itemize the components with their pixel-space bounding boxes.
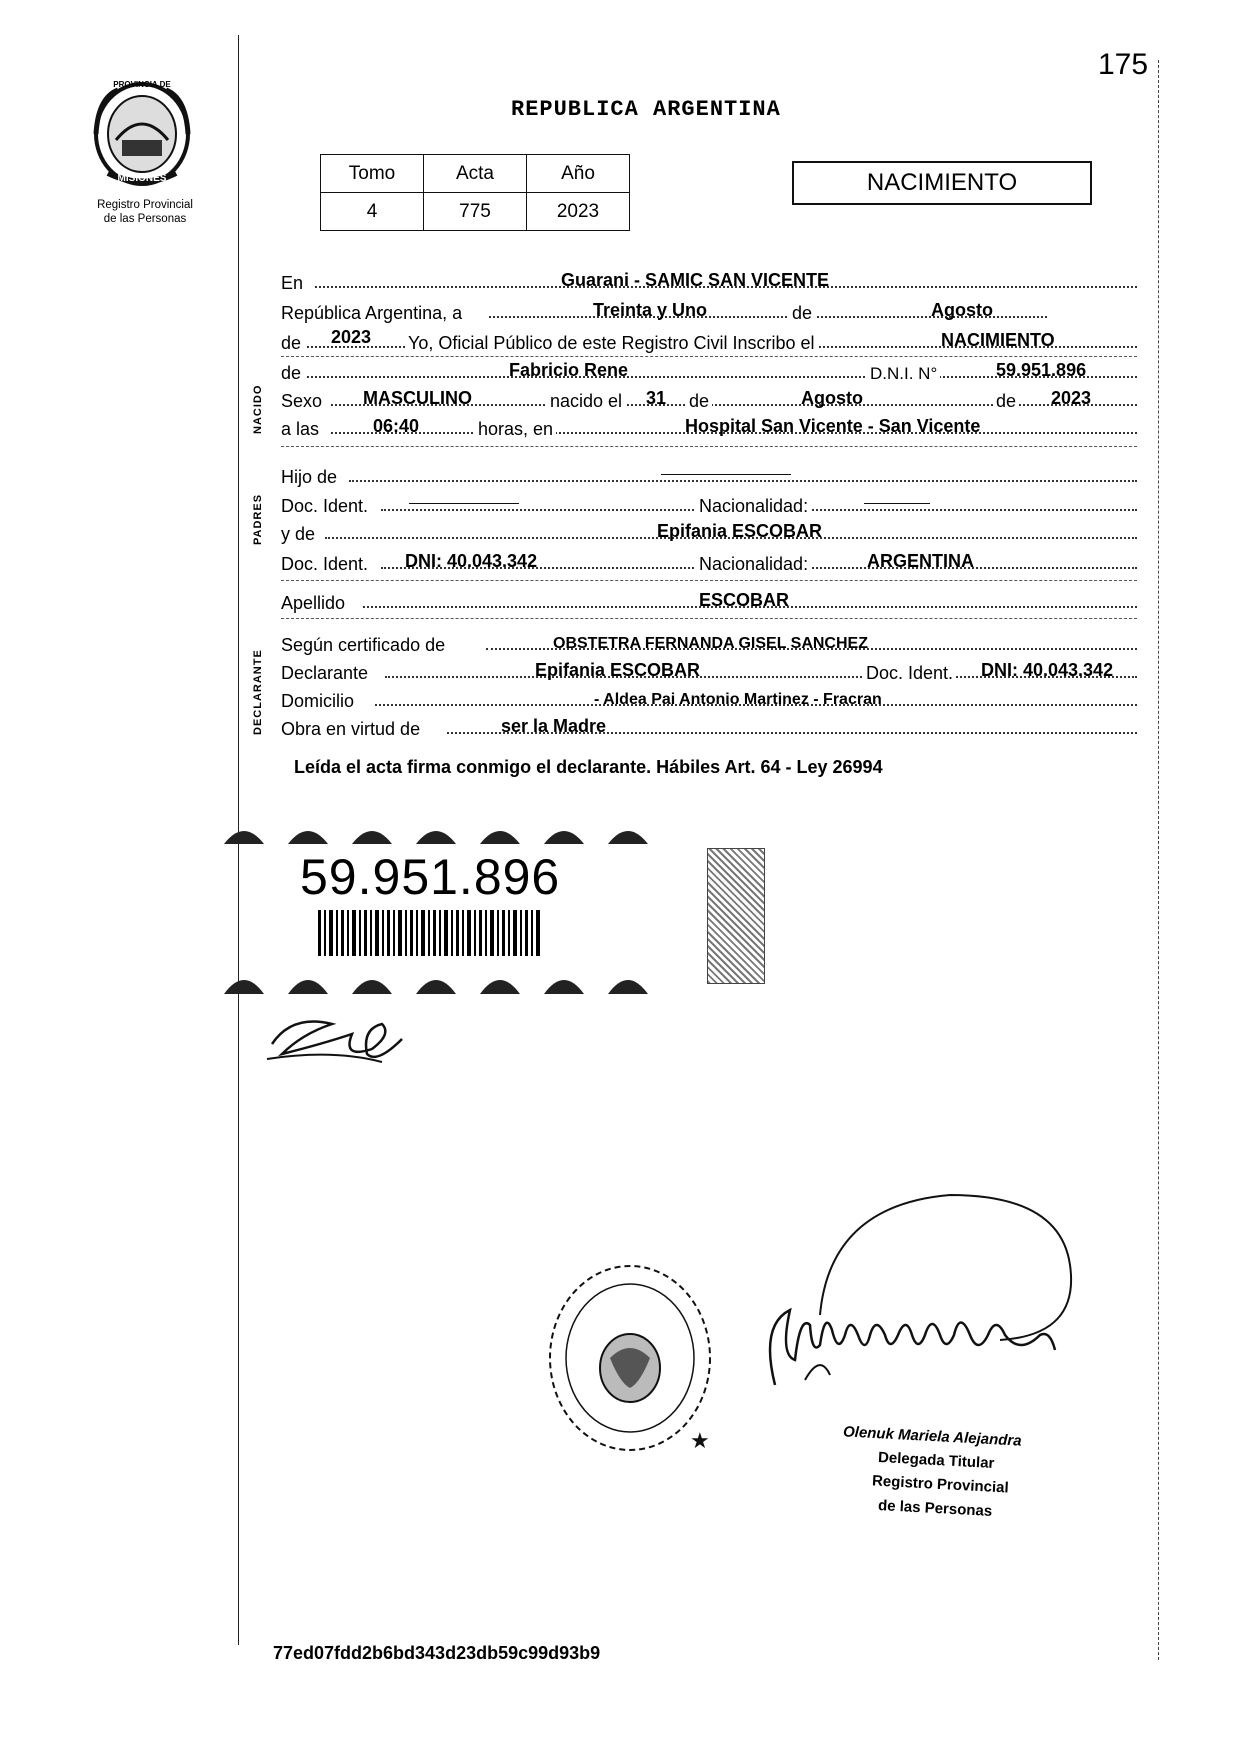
label-de-1: de (789, 303, 815, 324)
value-declarant: Epifania ESCOBAR (535, 660, 701, 680)
row-capacity (281, 714, 1137, 740)
label-nacionalidad-2: Nacionalidad: (696, 554, 811, 575)
row-address (281, 686, 1137, 712)
value-place: Guarani - SAMIC SAN VICENTE (561, 270, 830, 290)
document-hash: 77ed07fdd2b6bd343d23db59c99d93b9 (273, 1643, 601, 1663)
office-line-1: Registro Provincial (97, 199, 193, 211)
label-doc-ident-2: Doc. Ident. (281, 554, 369, 574)
col-tomo-header: Tomo (321, 155, 424, 193)
row-place (281, 268, 1137, 294)
label-horas-en: horas, en (475, 419, 556, 440)
row-father-doc (281, 491, 1137, 517)
sticker-pattern-bottom (224, 966, 666, 994)
row-date-words (281, 298, 1137, 324)
redacted-father-mark (661, 474, 791, 475)
row-certificate (281, 630, 1137, 656)
row-father (281, 462, 1137, 488)
col-acta-header: Acta (424, 155, 527, 193)
label-obra: Obra en virtud de (281, 719, 421, 739)
label-de-2: de (281, 333, 302, 353)
barcode (318, 910, 540, 956)
initials-signature-icon (262, 1004, 412, 1079)
value-act-kind: NACIMIENTO (941, 330, 1055, 350)
closing-statement: Leída el acta firma conmigo el declarante. Hábiles Art. 64 - Ley 26994 (294, 757, 883, 777)
office-name (70, 198, 220, 226)
label-yo: Yo, Oficial Público de este Registro Civil Inscribo el (405, 333, 818, 354)
right-margin-line (1158, 60, 1159, 1660)
label-dni-no: D.N.I. N° (867, 364, 940, 384)
value-mother: Epifania ESCOBAR (657, 521, 823, 541)
official-signature-icon (720, 1185, 1100, 1420)
side-label-declarante: DECLARANTE (252, 649, 264, 735)
document-title: REPUBLICA ARGENTINA (511, 97, 781, 122)
value-birth-place: Hospital San Vicente - San Vicente (685, 416, 981, 436)
value-dni: 59.951.896 (996, 360, 1087, 380)
svg-text:★: ★ (690, 1428, 710, 1453)
sticker-pattern-top (224, 818, 666, 844)
act-type-box: NACIMIENTO (792, 161, 1092, 205)
label-nacido-el: nacido el (547, 391, 625, 412)
label-doc-ident-3: Doc. Ident. (863, 663, 956, 684)
hologram-icon (707, 848, 765, 984)
col-anio-header: Año (527, 155, 630, 193)
label-de-3: de (281, 363, 302, 383)
redacted-father-nat-mark (864, 503, 930, 504)
row-sex-date (281, 386, 1137, 412)
label-segun: Según certificado de (281, 635, 446, 655)
label-de-5: de (993, 391, 1019, 412)
row-declarant (281, 658, 1137, 684)
page-number: 175 (1098, 48, 1149, 81)
value-day: 31 (646, 388, 667, 408)
row-name (281, 358, 1137, 384)
value-capacity: ser la Madre (501, 716, 607, 736)
official-seal-stamp-icon (540, 1258, 720, 1463)
value-day-words: Treinta y Uno (593, 300, 708, 320)
registry-table (320, 154, 630, 231)
value-month-words: Agosto (931, 300, 993, 320)
value-certificate: OBSTETRA FERNANDA GISEL SANCHEZ (553, 635, 868, 652)
side-label-nacido: NACIDO (252, 384, 264, 434)
crest-text-top: PROVINCIA DE (113, 80, 171, 89)
value-child-name: Fabricio Rene (509, 360, 629, 380)
label-sexo: Sexo (281, 391, 323, 411)
row-mother (281, 519, 1137, 545)
value-mother-doc: DNI: 40.043.342 (405, 551, 538, 571)
signatory-office-2: de las Personas (877, 1497, 993, 1520)
value-year-act: 2023 (331, 327, 372, 347)
acta-value: 775 (424, 193, 527, 231)
signatory-name: Olenuk Mariela Alejandra (842, 1423, 1023, 1450)
side-label-padres: PADRES (252, 493, 264, 545)
value-address: - Aldea Pai Antonio Martinez - Fracran (594, 691, 882, 708)
label-nacionalidad-1: Nacionalidad: (696, 496, 811, 517)
label-de-4: de (686, 391, 712, 412)
label-declarante: Declarante (281, 663, 369, 683)
signatory-office-1: Registro Provincial (871, 1472, 1010, 1497)
value-year: 2023 (1051, 388, 1092, 408)
label-hijo-de: Hijo de (281, 467, 338, 487)
signatory-role: Delegada Titular (877, 1448, 995, 1473)
office-line-2: de las Personas (103, 213, 187, 225)
label-en: En (281, 273, 304, 293)
label-a-las: a las (281, 419, 320, 439)
label-republica: República Argentina, a (281, 303, 463, 323)
row-mother-doc (281, 549, 1137, 575)
value-mother-nationality: ARGENTINA (867, 551, 974, 571)
anio-value: 2023 (527, 193, 630, 231)
label-y-de: y de (281, 524, 316, 544)
sticker-dni-number: 59.951.896 (300, 849, 561, 905)
value-declarant-doc: DNI: 40.043.342 (981, 660, 1114, 680)
tomo-value: 4 (321, 193, 424, 231)
redacted-father-doc-mark (409, 503, 519, 504)
value-month: Agosto (801, 388, 863, 408)
value-sex: MASCULINO (363, 388, 472, 408)
value-time: 06:40 (373, 416, 420, 436)
label-domicilio: Domicilio (281, 691, 355, 711)
label-apellido: Apellido (281, 593, 346, 613)
row-surname (281, 588, 1137, 614)
row-time-place (281, 414, 1137, 440)
value-surname: ESCOBAR (699, 590, 790, 610)
label-doc-ident-1: Doc. Ident. (281, 496, 369, 516)
crest-text-bottom: MISIONES (117, 173, 167, 184)
row-inscription (281, 328, 1137, 354)
